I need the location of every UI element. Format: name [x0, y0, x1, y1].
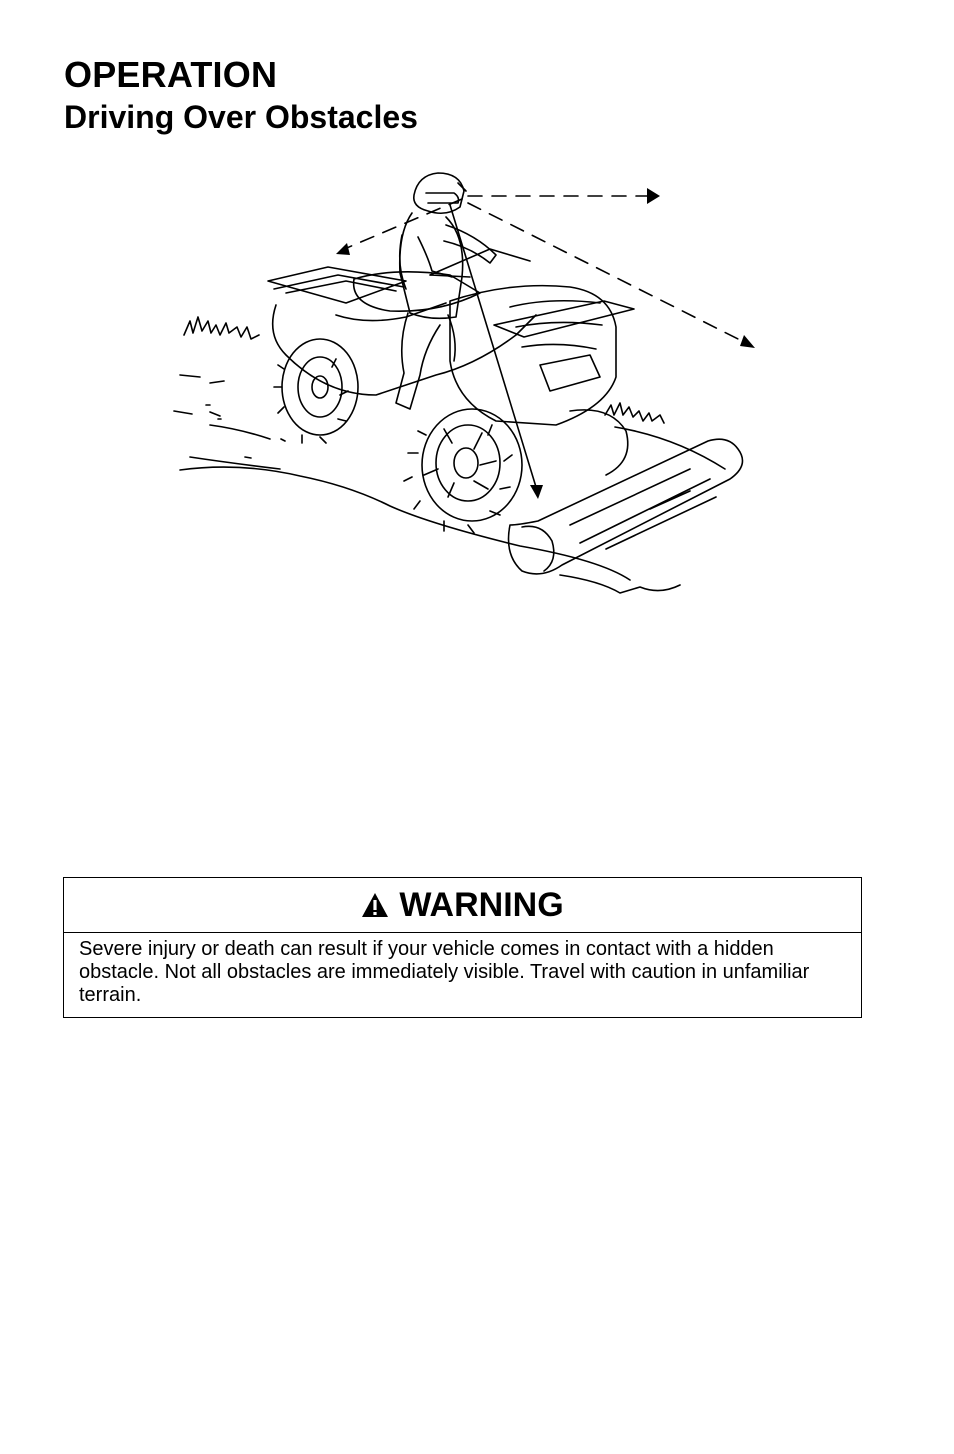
- warning-box: [63, 877, 862, 1018]
- rider: [396, 173, 496, 409]
- warning-text: Severe injury or death can result if your vehicle comes in contact with a hidden obstacle. Not all obstacles are immediately visible. Travel with caution in unfamiliar terrain.: [79, 938, 810, 1006]
- warning-header: [64, 878, 861, 933]
- warning-title: WARNING: [399, 886, 564, 924]
- front-wheel: [404, 409, 522, 533]
- section-title: OPERATION: [64, 54, 278, 95]
- warning-triangle-icon: [361, 892, 389, 918]
- log-obstacle: [509, 439, 743, 593]
- atv-obstacle-illustration: [150, 165, 790, 595]
- atv-vehicle: [268, 249, 634, 533]
- page-title: Driving Over Obstacles: [64, 99, 418, 135]
- arrowheads: [336, 188, 755, 499]
- sight-lines: [342, 196, 746, 343]
